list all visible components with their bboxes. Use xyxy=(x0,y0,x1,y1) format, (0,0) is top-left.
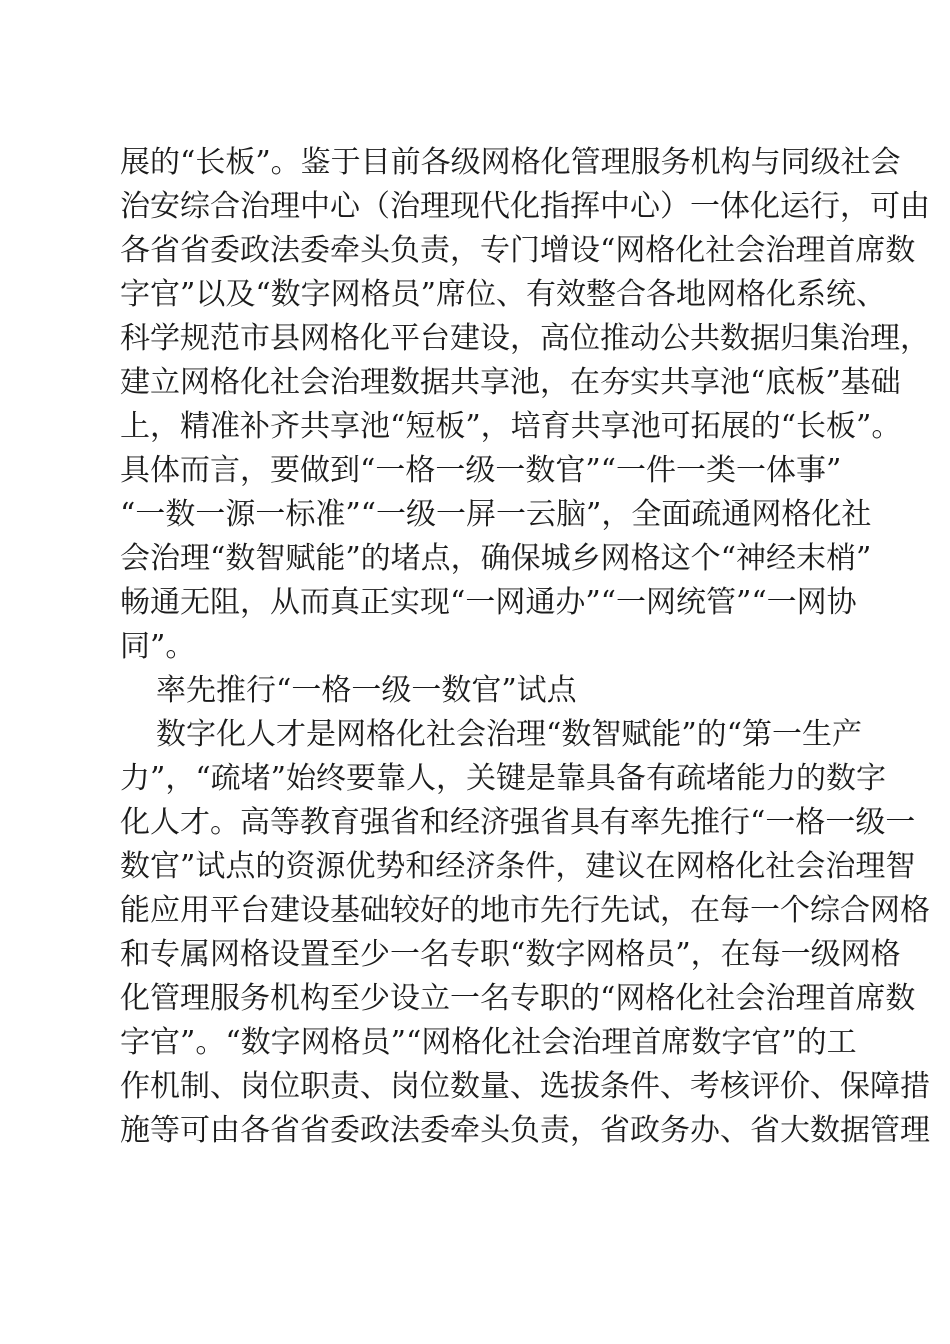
text-line: 字官”。“数字网格员”“网格化社会治理首席数字官”的工 xyxy=(120,1025,857,1060)
text-line: 治安综合治理中心（治理现代化指挥中心）一体化运行，可由 xyxy=(120,189,930,224)
text-line: 化管理服务机构至少设立一名专职的“网格化社会治理首席数 xyxy=(120,981,916,1016)
text-line: 会治理“数智赋能”的堵点，确保城乡网格这个“神经末梢” xyxy=(120,541,872,576)
text-line: 字官”以及“数字网格员”席位、有效整合各地网格化系统、 xyxy=(120,277,887,312)
text-line: 力”，“疏堵”始终要靠人，关键是靠具备有疏堵能力的数字 xyxy=(120,761,887,796)
text-line: 建立网格化社会治理数据共享池，在夯实共享池“底板”基础 xyxy=(120,365,901,400)
text-line: 科学规范市县网格化平台建设，高位推动公共数据归集治理， xyxy=(120,321,930,356)
text-line: 数字化人才是网格化社会治理“数智赋能”的“第一生产 xyxy=(156,717,863,752)
text-line: 同”。 xyxy=(120,629,196,664)
text-line: 畅通无阻，从而真正实现“一网通办”“一网统管”“一网协 xyxy=(120,585,857,620)
section-heading: 率先推行“一格一级一数官”试点 xyxy=(156,673,577,708)
text-line: “一数一源一标准”“一级一屏一云脑”，全面疏通网格化社 xyxy=(120,497,872,532)
text-line: 化人才。高等教育强省和经济强省具有率先推行“一格一级一 xyxy=(120,805,916,840)
text-line: 展的“长板”。鉴于目前各级网格化管理服务机构与同级社会 xyxy=(120,145,901,180)
text-line: 数官”试点的资源优势和经济条件，建议在网格化社会治理智 xyxy=(120,849,916,884)
text-line: 和专属网格设置至少一名专职“数字网格员”，在每一级网格 xyxy=(120,937,901,972)
text-line: 上，精准补齐共享池“短板”，培育共享池可拓展的“长板”。 xyxy=(120,409,902,444)
text-line: 作机制、岗位职责、岗位数量、选拔条件、考核评价、保障措 xyxy=(120,1069,930,1104)
text-line: 能应用平台建设基础较好的地市先行先试，在每一个综合网格 xyxy=(120,893,930,928)
text-line: 各省省委政法委牵头负责，专门增设“网格化社会治理首席数 xyxy=(120,233,916,268)
text-line: 具体而言，要做到“一格一级一数官”“一件一类一体事” xyxy=(120,453,842,488)
text-line: 施等可由各省省委政法委牵头负责，省政务办、省大数据管理 xyxy=(120,1113,930,1148)
